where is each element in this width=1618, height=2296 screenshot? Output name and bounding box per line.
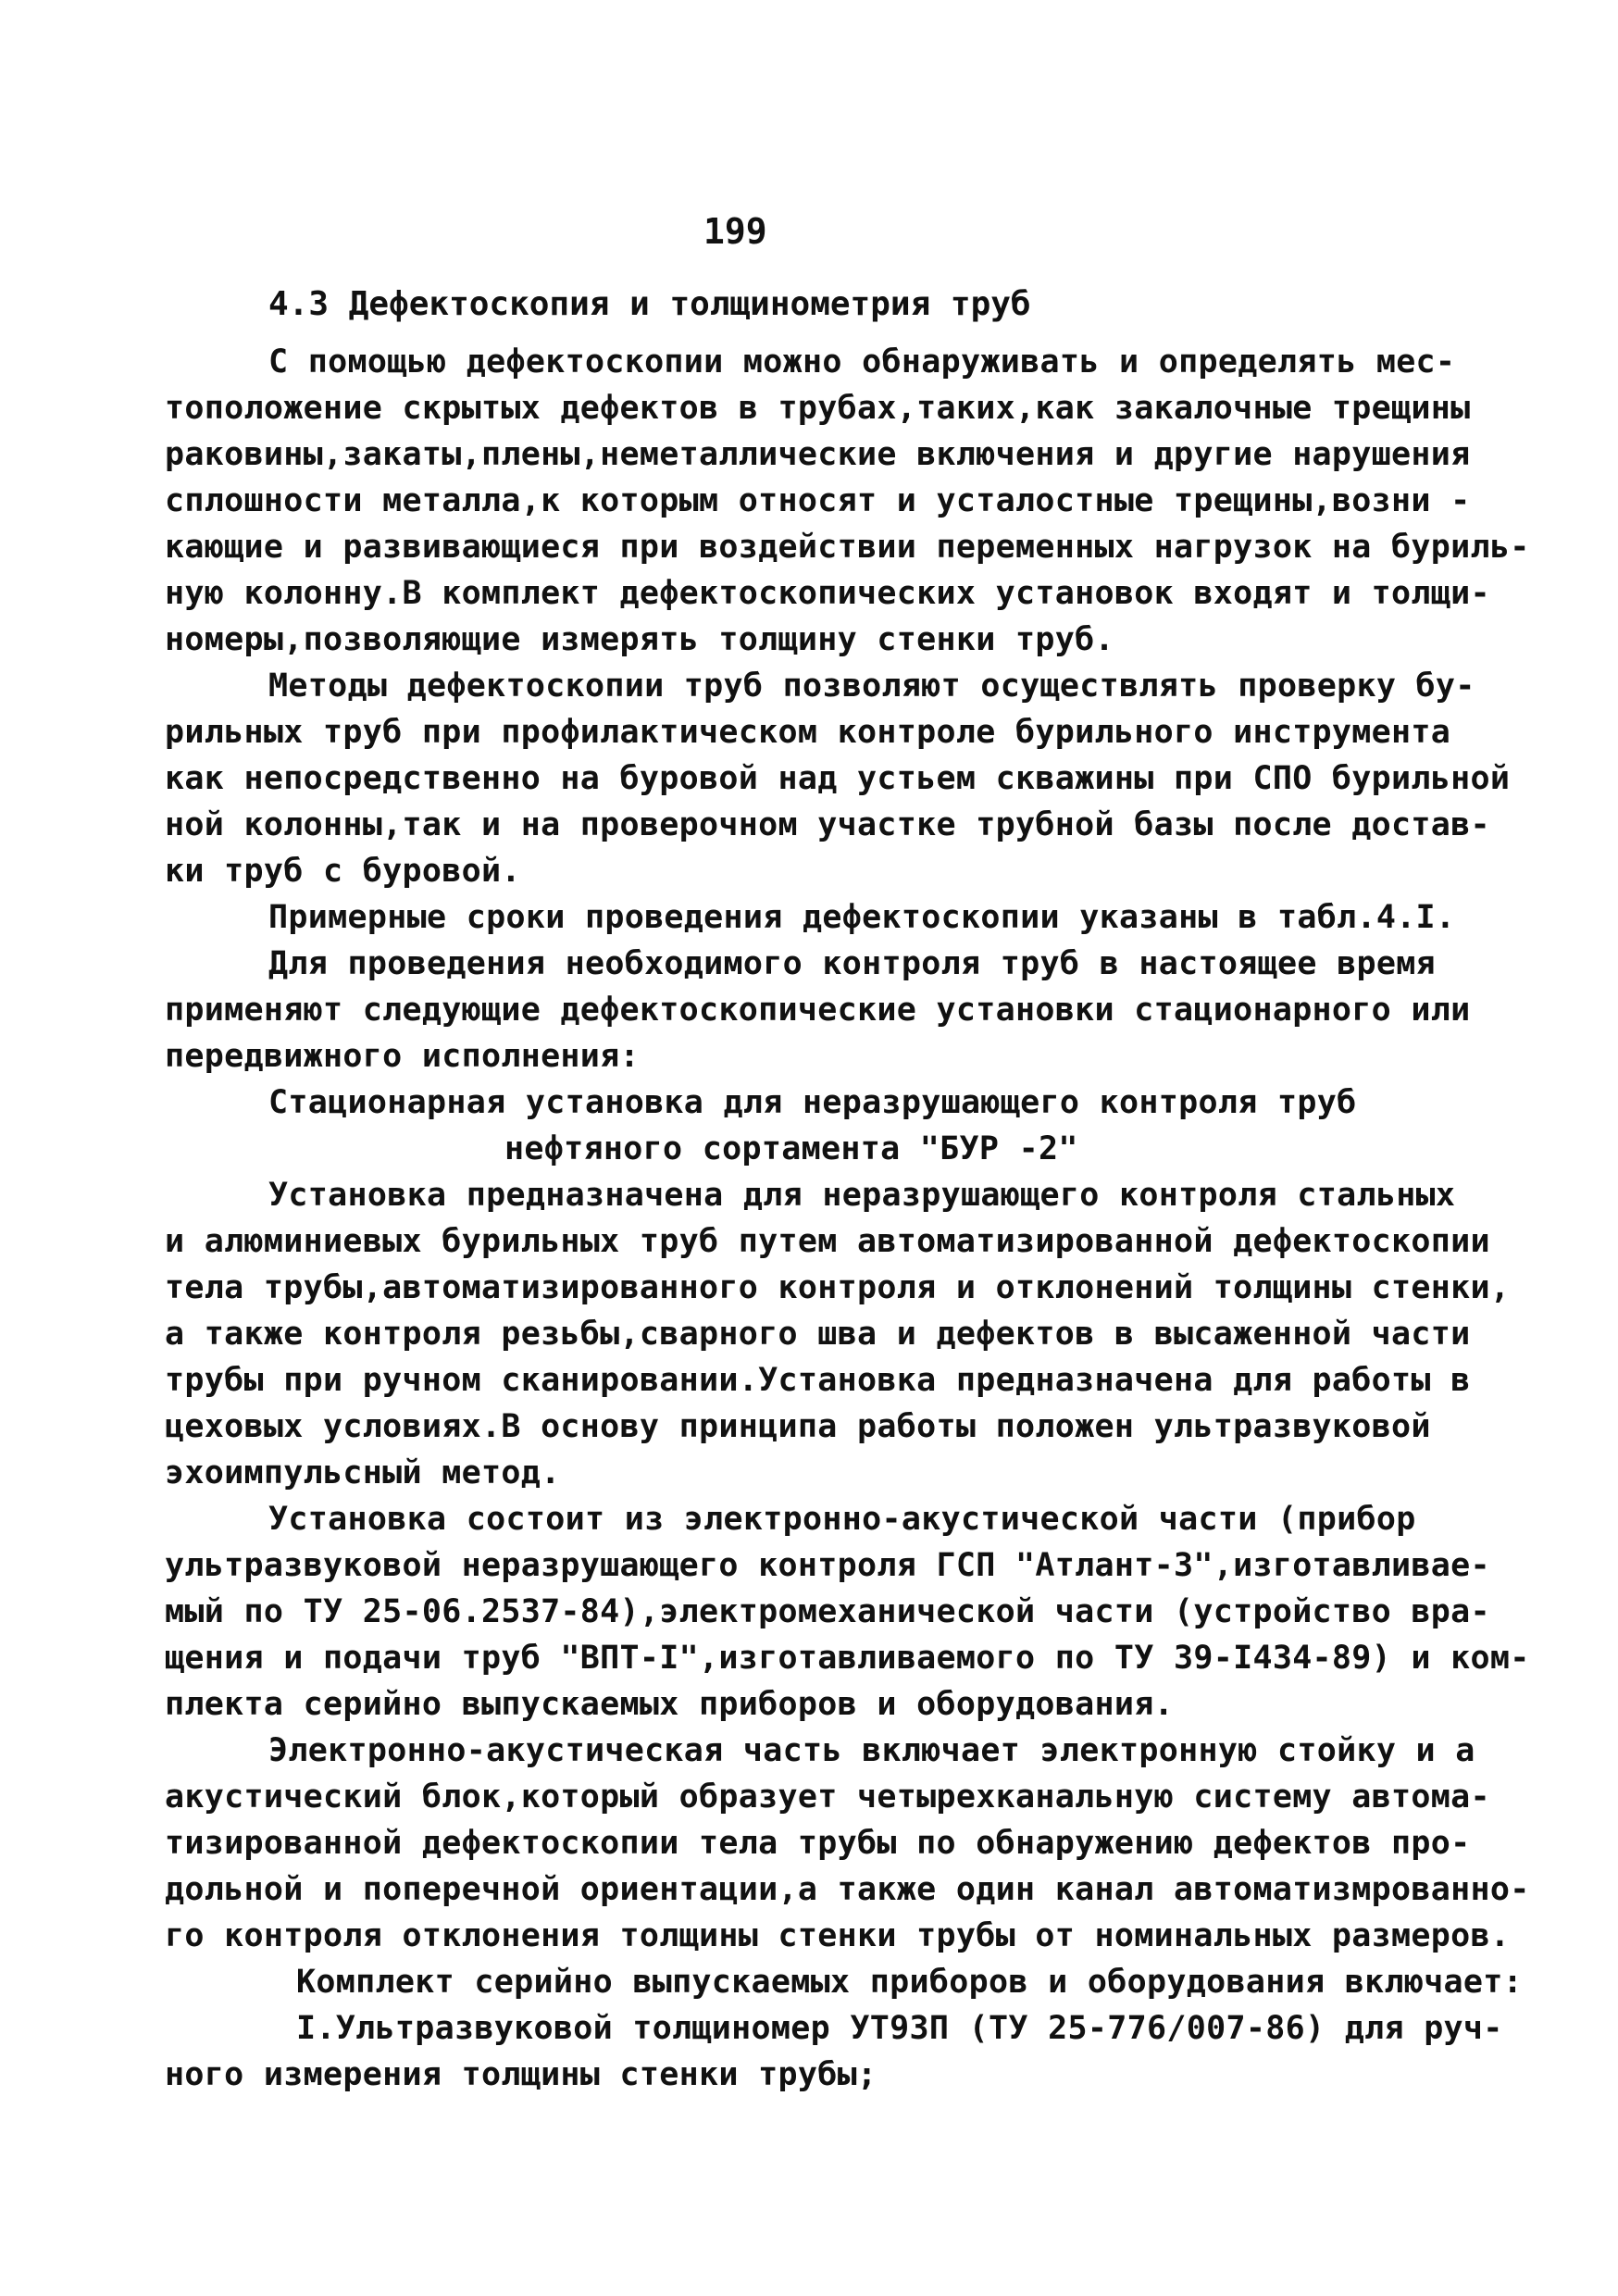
text-line: как непосредственно на буровой над устьем скважины при СПО бурильной <box>165 760 1511 797</box>
subsection-heading: Стационарная установка для неразрушающего контроля труб <box>268 1084 1357 1121</box>
text-line: дольной и поперечной ориентации,а также один канал автоматизмрованно- <box>165 1871 1530 1908</box>
text-line: I.Ультразвуковой толщиномер УТ93П (ТУ 25-776/007-86) для руч- <box>296 2010 1503 2047</box>
text-line: Электронно-акустическая часть включает электронную стойку и а <box>268 1732 1475 1769</box>
subsection-heading: нефтяного сортамента "БУР -2" <box>504 1130 1078 1167</box>
text-line: а также контроля резьбы,сварного шва и дефектов в высаженной части <box>165 1316 1471 1353</box>
text-line: ультразвуковой неразрушающего контроля ГСП "Атлант-3",изготавливае- <box>165 1547 1490 1584</box>
text-line: тоположение скрытых дефектов в трубах,таких,как закалочные трещины <box>165 390 1471 427</box>
text-line: ки труб с буровой. <box>165 853 521 890</box>
text-line: сплошности металла,к которым относят и усталостные трещины,возни - <box>165 482 1471 519</box>
text-line: мый по ТУ 25-06.2537-84),электромеханической части (устройство вра- <box>165 1593 1490 1630</box>
text-line: номеры,позволяющие измерять толщину стенки труб. <box>165 621 1114 658</box>
text-line: и алюминиевых бурильных труб путем автоматизированной дефектоскопии <box>165 1223 1490 1260</box>
page-number: 199 <box>703 211 767 252</box>
text-line: плекта серийно выпускаемых приборов и оборудования. <box>165 1686 1174 1723</box>
text-line: ного измерения толщины стенки трубы; <box>165 2056 877 2093</box>
text-line: го контроля отклонения толщины стенки трубы от номинальных размеров. <box>165 1917 1511 1954</box>
text-line: трубы при ручном сканировании.Установка предназначена для работы в <box>165 1362 1471 1399</box>
text-line: Установка состоит из электронно-акустической части (прибор <box>268 1501 1416 1538</box>
text-line: тела трубы,автоматизированного контроля и отклонений толщины стенки, <box>165 1269 1511 1306</box>
text-line: Для проведения необходимого контроля труб в настоящее время <box>268 945 1436 982</box>
text-line: кающие и развивающиеся при воздействии переменных нагрузок на буриль- <box>165 529 1530 566</box>
text-line: Комплект серийно выпускаемых приборов и оборудования включает: <box>296 1964 1524 2001</box>
text-line: цеховых условиях.В основу принципа работы положен ультразвуковой <box>165 1408 1431 1445</box>
text-line: эхоимпульсный метод. <box>165 1454 561 1491</box>
text-line: тизированной дефектоскопии тела трубы по обнаружению дефектов про- <box>165 1825 1471 1862</box>
text-line: акустический блок,который образует четырехканальную систему автома- <box>165 1778 1490 1816</box>
text-line: ной колонны,так и на проверочном участке трубной базы после достав- <box>165 806 1490 843</box>
section-heading: 4.3 Дефектоскопия и толщинометрия труб <box>268 285 1031 323</box>
text-line: Методы дефектоскопии труб позволяют осуществлять проверку бу- <box>268 668 1475 705</box>
text-line: С помощью дефектоскопии можно обнаруживать и определять мес- <box>268 343 1456 381</box>
text-line: применяют следующие дефектоскопические установки стационарного или <box>165 992 1471 1029</box>
text-line: передвижного исполнения: <box>165 1038 640 1075</box>
text-line: Примерные сроки проведения дефектоскопии указаны в табл.4.I. <box>268 899 1456 936</box>
text-line: щения и подачи труб "ВПТ-I",изготавливаемого по ТУ 39-I434-89) и ком- <box>165 1640 1530 1677</box>
text-line: Установка предназначена для неразрушающего контроля стальных <box>268 1177 1456 1214</box>
text-line: ную колонну.В комплект дефектоскопических установок входят и толщи- <box>165 575 1490 612</box>
text-line: рильных труб при профилактическом контроле бурильного инструмента <box>165 714 1451 751</box>
text-line: раковины,закаты,плены,неметаллические включения и другие нарушения <box>165 436 1471 473</box>
